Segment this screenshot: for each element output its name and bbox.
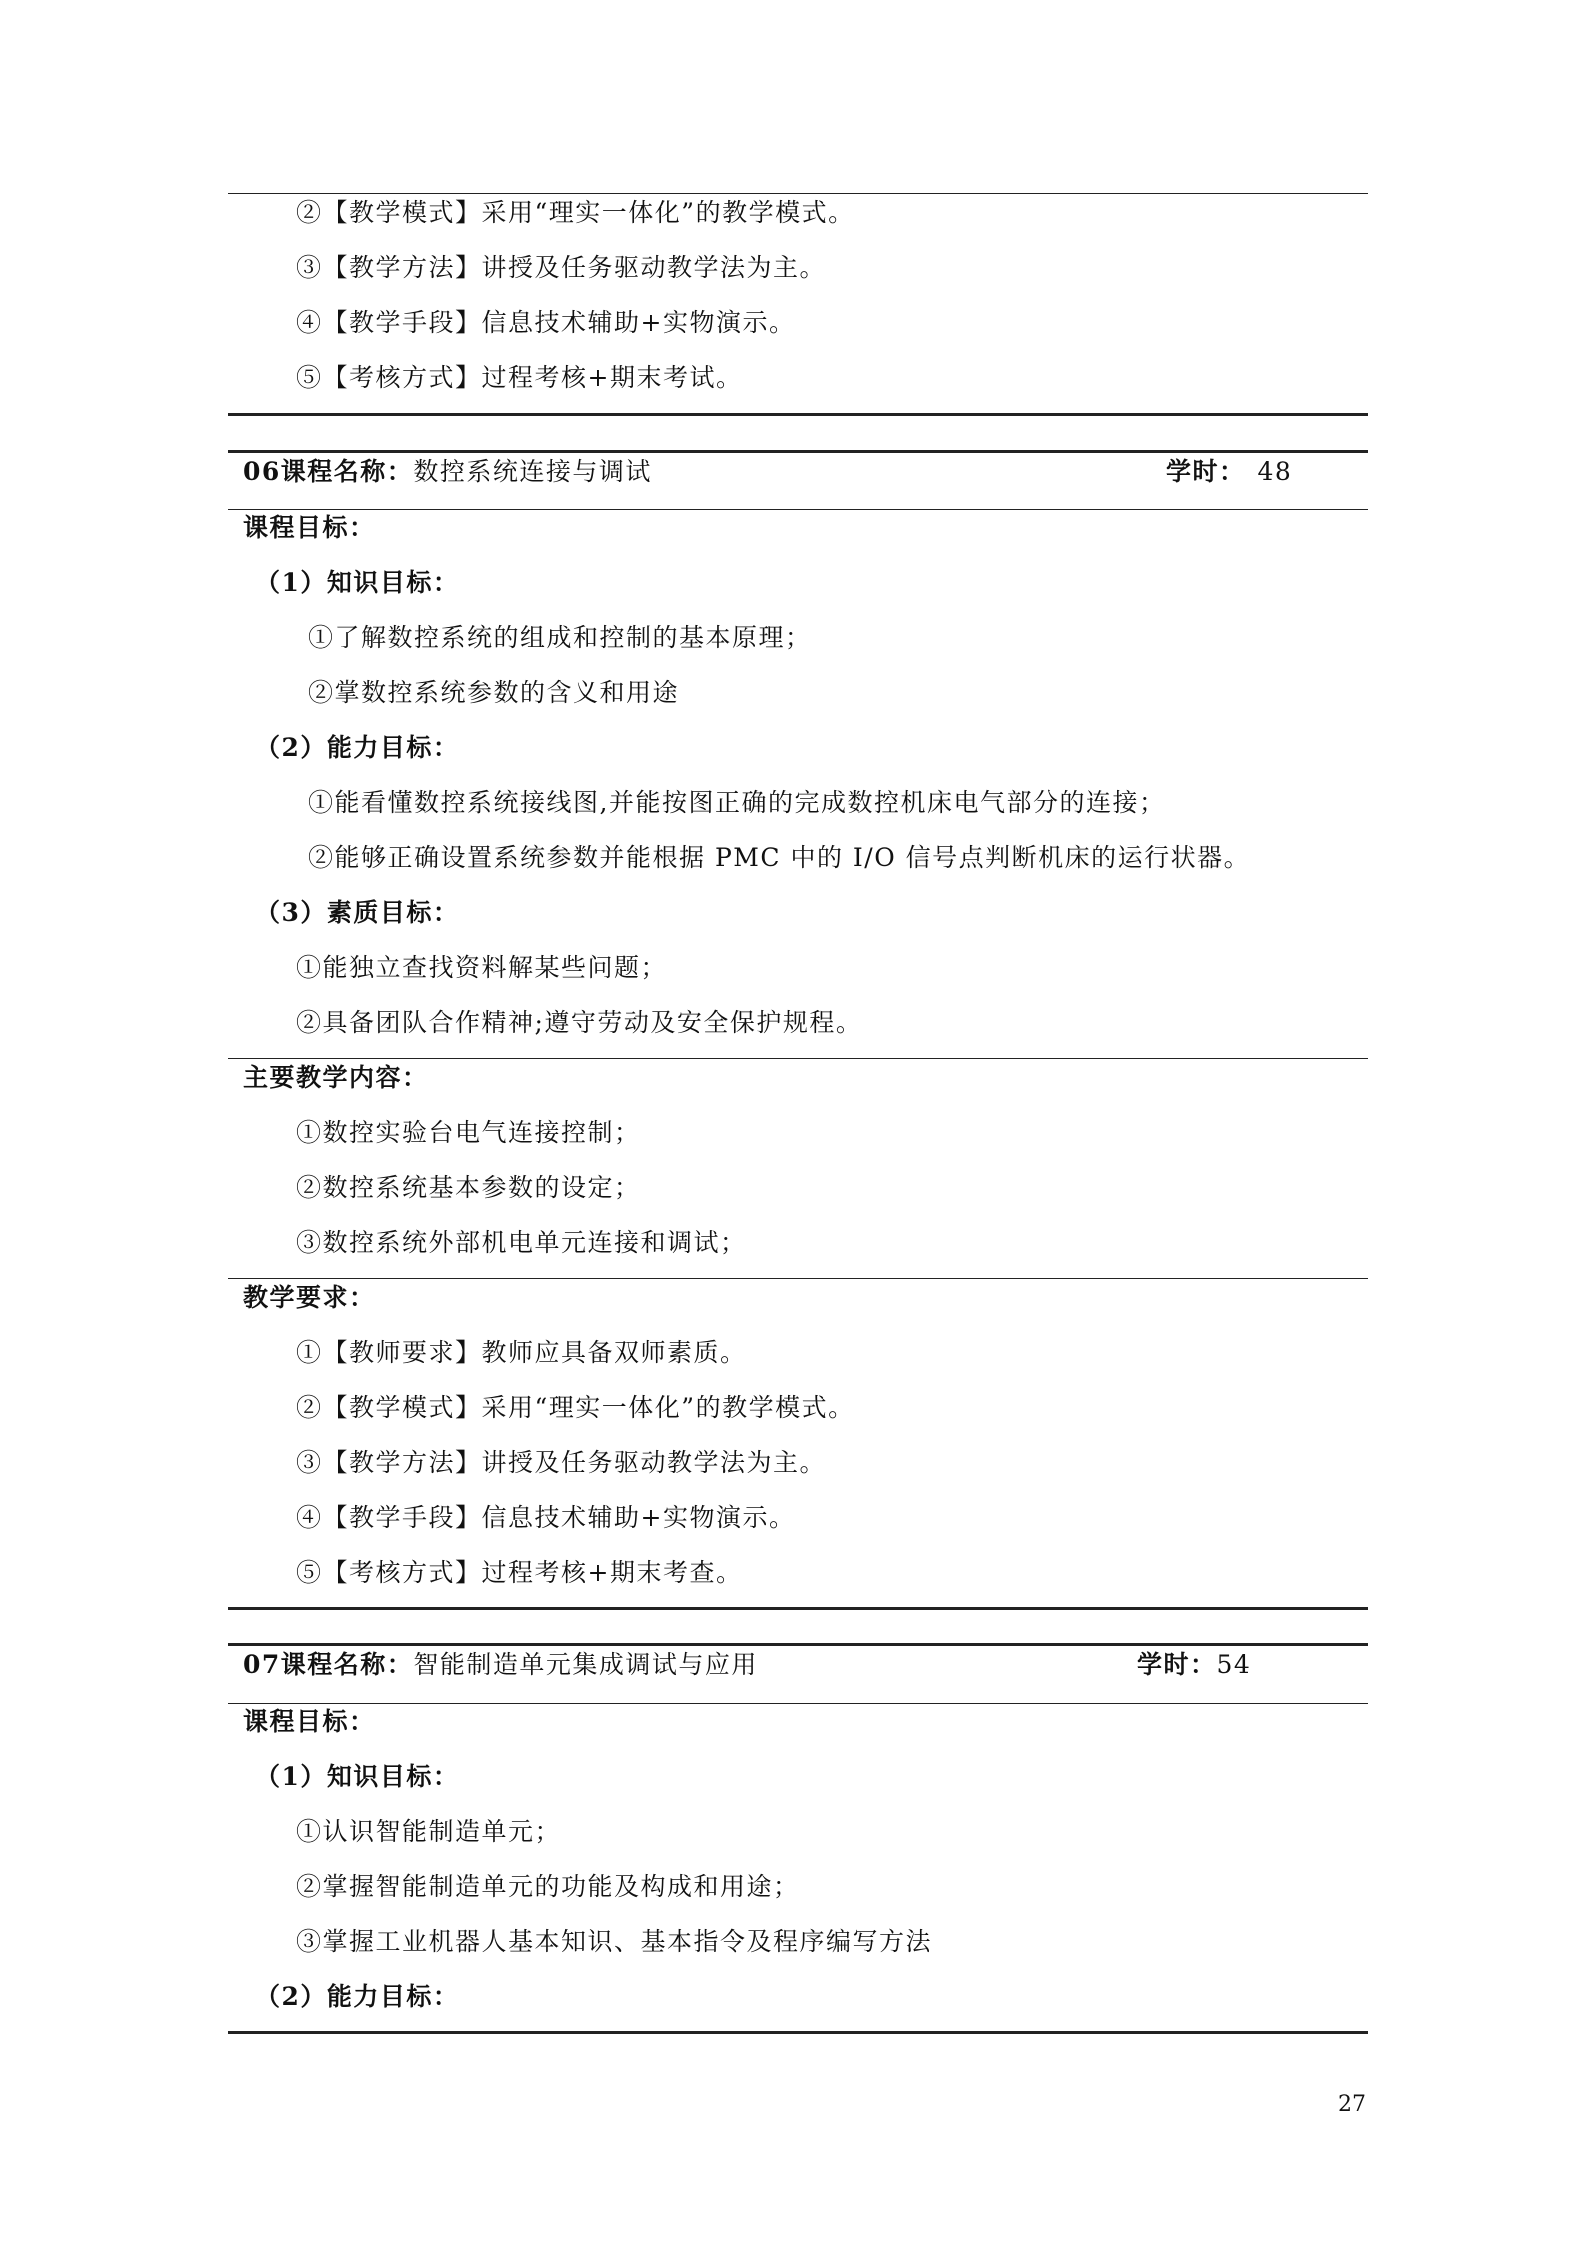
hours-value: 54 xyxy=(1216,1650,1252,1679)
list-item: ①认识智能制造单元； xyxy=(296,1817,562,1846)
list-item: ⑤【考核方式】过程考核+期末考查。 xyxy=(296,1558,743,1587)
course-07-header xyxy=(243,1648,758,1682)
course-name-label: 课程名称： xyxy=(280,457,414,486)
table-rule xyxy=(228,509,1368,510)
list-item: ①【教师要求】教师应具备双师素质。 xyxy=(296,1338,747,1367)
table-bottom-rule xyxy=(228,1607,1368,1610)
table-rule xyxy=(228,193,1368,194)
table-bottom-rule xyxy=(228,2031,1368,2034)
list-item: ②掌数控系统参数的含义和用途 xyxy=(308,678,680,707)
course-06-header xyxy=(243,455,652,489)
list-item: ④【教学手段】信息技术辅助+实物演示。 xyxy=(296,1503,796,1532)
course-name: 数控系统连接与调试 xyxy=(413,457,652,486)
quality-title: （3）素质目标： xyxy=(255,898,460,927)
list-item: ②数控系统基本参数的设定； xyxy=(296,1173,641,1202)
list-item: ⑤【考核方式】过程考核+期末考试。 xyxy=(296,363,743,392)
course-name-label: 课程名称： xyxy=(280,1650,414,1679)
course-number: 07 xyxy=(243,1650,281,1679)
list-item: ①能看懂数控系统接线图,并能按图正确的完成数控机床电气部分的连接； xyxy=(308,788,1166,817)
page-number: 27 xyxy=(1338,2092,1366,2117)
course-number: 06 xyxy=(243,457,281,486)
goals-title: 课程目标： xyxy=(243,513,376,542)
list-item: ③数控系统外部机电单元连接和调试； xyxy=(296,1228,747,1257)
list-item: ①能独立查找资料解某些问题； xyxy=(296,953,668,982)
requirements-title: 教学要求： xyxy=(243,1283,376,1312)
list-item: ③【教学方法】讲授及任务驱动教学法为主。 xyxy=(296,1448,827,1477)
table-bottom-rule xyxy=(228,413,1368,416)
ability-title: （2）能力目标： xyxy=(255,733,460,762)
course-06-hours xyxy=(1166,455,1292,489)
list-item: ③【教学方法】讲授及任务驱动教学法为主。 xyxy=(296,253,827,282)
hours-label: 学时： xyxy=(1137,1650,1217,1679)
list-item: ②具备团队合作精神;遵守劳动及安全保护规程。 xyxy=(296,1008,863,1037)
table-rule xyxy=(228,1703,1368,1704)
content-title: 主要教学内容： xyxy=(243,1063,429,1092)
goals-title: 课程目标： xyxy=(243,1707,376,1736)
course-name: 智能制造单元集成调试与应用 xyxy=(413,1650,758,1679)
knowledge-title: （1）知识目标： xyxy=(255,1762,460,1791)
hours-label: 学时： xyxy=(1166,457,1246,486)
table-rule xyxy=(228,1058,1368,1059)
list-item: ③掌握工业机器人基本知识、基本指令及程序编写方法 xyxy=(296,1927,933,1956)
table-rule xyxy=(228,1278,1368,1279)
list-item: ①了解数控系统的组成和控制的基本原理； xyxy=(308,623,812,652)
list-item: ②【教学模式】采用“理实一体化”的教学模式。 xyxy=(296,1393,855,1422)
list-item: ②能够正确设置系统参数并能根据 PMC 中的 I/O 信号点判断机床的运行状器。 xyxy=(308,843,1251,872)
list-item: ②【教学模式】采用“理实一体化”的教学模式。 xyxy=(296,198,855,227)
list-item: ①数控实验台电气连接控制； xyxy=(296,1118,641,1147)
table-top-rule xyxy=(228,450,1368,453)
list-item: ②掌握智能制造单元的功能及构成和用途； xyxy=(296,1872,800,1901)
hours-value: 48 xyxy=(1257,457,1293,486)
course-07-hours xyxy=(1137,1648,1251,1682)
knowledge-title: （1）知识目标： xyxy=(255,568,460,597)
ability-title: （2）能力目标： xyxy=(255,1982,460,2011)
list-item: ④【教学手段】信息技术辅助+实物演示。 xyxy=(296,308,796,337)
table-top-rule xyxy=(228,1643,1368,1646)
